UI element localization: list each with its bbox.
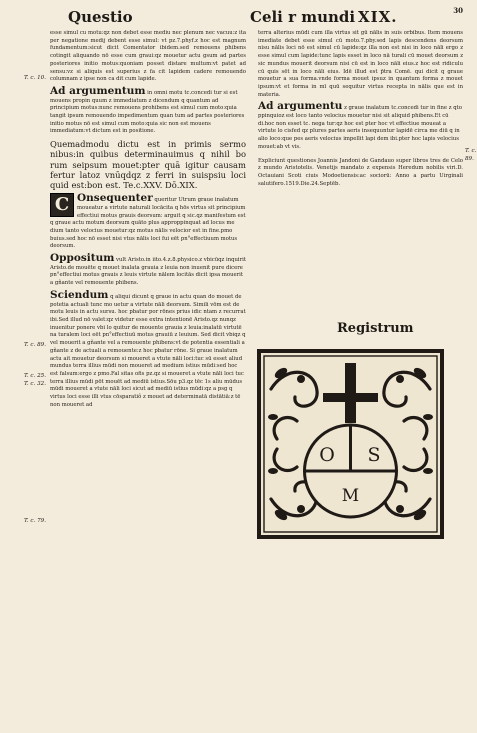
left-paragraph-1: esse simul cu motu:qz non debet esse mediu nec plenum nec vacuu:z ita per negatione medij debent esse simul: vt pz.7.phyf.z hoc est magnum fundamentum:sicut dicit Comentator ibidem.sed remouens phibens cotingit aliquando nō esse cum graui:qz mouetur actu gsum ad partes posteriores initio motus:quoniam posset distare multum:vt patet ad sensu:vz si aliquis est superius z fa cit lapidem cadere remouendo columnam z ipse non ca dit cum lapide. — [50, 30, 246, 83]
left-heading-4-text: q aliqui dicunt q graue in actu quan do mouet de potetia actuali tunc mo uetur a virtute nāli deorsum. Simili vōm est de motu leuis in actu sursu. hoc pbatur por rōnes prius idic ntam z recurrat ibi.Sed illud nō valet:qz videtur esse extra intentionē Aristo.qz nunqz inuenitur ponere vbi lo quitur de mouente grauia z leuia:inalatū virtutē na turalem loci eēt pn°effectiuū motus grauiū z leuium. Sed dicit vbiqz q vel mouerit a gñante vel a remouente phibens:vt de potentia essentiali a gñante z de actuali a remouente:z hoc pbatur rōne. Si graue inalatum actu ait mouetur deorsum si moueret a vtute nāli loci:tuc sū esset aliud mundus terra illius mūdi non moueret ad medium istius mūdi:sed hoc est falsum:ergo z pmo.Fal sitas ofis pz.qz si moueret a vtute nāli loci tuc terra illius mūdi pōt mouēt ad mediū istius.Sōu p3.qz tēc 1s aliu mūdus mūdi moueret a vtute nāli loci sicut ad mediū istius mūdi:qz a psg q virtus loci esse illi vtus cōsparatiõ z mouet ad determinatā distātiā:z tē non moueret ad — [50, 293, 246, 408]
right-heading-1-text: z graue inalatum tc.concedi tur in fine z qto ppinquioz est loco tanto velocius mouetur nisi sit aliquid phibens.Et cū di.hoc non esset tc. nega tur:qz hoc est pter hoc vt effectiue moueat a virtute lo cisfed qz plures partes aeris insequuntur lapidē circa me diū q in alio loco:que pes aeris velocius impellit lapi dem ibi.pter hoc lapis velocius mouet:ab vt vis. — [258, 105, 462, 150]
left-large-paragraph: Quemadmodu dictu est in primis sermo nibus:in quibus determinauimus q nihil bo rum seipsum mouet:pter quā igitur causam fertur latoz vnūqdqz z ferri in suispsiu loci quid est:bon est. Te.c.XXV. Dō.XIX. — [50, 139, 246, 190]
margin-note-4: T. c. 32. — [23, 381, 46, 387]
header-center: Celi r mundi — [250, 8, 356, 26]
left-heading-onsequenter: Onsequenter — [77, 192, 153, 205]
registrum-title: Registrum — [337, 321, 414, 336]
left-column — [23, 30, 246, 524]
margin-note-3: T. c. 25. — [23, 373, 46, 379]
left-heading-ad-argumentum: Ad argumentum — [50, 84, 146, 97]
mark-letter-o: O — [319, 444, 335, 466]
header-folio-number: 30 — [453, 6, 463, 15]
right-column — [258, 30, 477, 188]
colophon: Expliciunt questiones Joannis Jandoni de Gandauo super libros tres de Celo z mundo Aristotelis. Venetijs mandato z expensis Heredum nobilis viri.D. Octauiani Scoti ciuis Modoetiensis:ac sociorū: Anno a partu Uirginali salutifero.1519.Die.24.Septēb. — [258, 157, 463, 187]
printers-mark-woodcut — [257, 349, 444, 539]
right-margin-note: T. c. 89. — [465, 148, 477, 162]
margin-note-2: T. c. 89. — [23, 342, 46, 348]
mark-letter-s: S — [367, 444, 381, 466]
header-left: Questio — [68, 8, 133, 26]
right-paragraph-1: terra alterius mūdi cum illa virtus sit gū nālis in suis orbibus. Item mouens imediate debet esse simul cū moto.7.pby.sed lapis descendens deorsum nisu nālis loci nō est simul cū lapide:qz illa non est nisi in loco nāli ergo z esse simul cum lapide:tunc lapis esset in loco nā turali cū mouet deorsum z sic mundus mouerit deorsum nisi cū est in loco nāli eius.z hoc est ridiculu cū quis sēt in loco nāli eius. Idē illud est p̄tra Comē. qui dicit q graue mouetur a sua forma.vnde forma mouet ipsuz in quantum forma z mouet ipsum:vt et forma in mī quū sequitur virtus recepta in nālis que est in materia. — [258, 30, 463, 98]
running-header — [50, 6, 463, 26]
margin-note-5: T. c. 79. — [23, 518, 46, 524]
margin-note-1: T. c. 10. — [23, 75, 46, 81]
left-heading-2-text: queritur Utrum graue inalatum moueatur a virtute naturali locācita q hōs virtus sit principium effectiui motus grauis deorsum: arguit q sic.qz manifestum est q graue actu motum deorsum quāto plus approppinquat ad locus me dium tanto velocius mouetur:qz motus nālis velocior est in fine.pmo buius.sed hoc nō esset nisi vtus nālis loci fui eēt pn°effectiuum motus deorsum. — [50, 197, 246, 250]
left-heading-1-text: in omni motu tc.concedi tur si est mouens propin quum z immediatum z dicendum q quantum ad principium motus:nunc remouens prohibens est simul cum moto:quia tangit ipsum remouendo impedimentum quan tum ad partes posteriores initio motus nō est simul cum moto:quia sic non est mouens immediatum:vt dictum est in positione. — [50, 89, 245, 135]
left-heading-oppositum: Oppositum — [50, 252, 115, 265]
mark-letter-m: M — [341, 486, 360, 506]
right-heading-ad-argumentum: Ad argumentu — [258, 100, 343, 113]
left-heading-3-text: vult Aristo.in iito.4.z.8.physico.z vbicūqz inquirit Aristo.de mouēte q mouet inalata grauia z leuia non inuenit pure dicere pn°effectiui motus grauis z leuis virtute nālem locitās dicit ipsa mouerit a gñante vel remouente phibens. — [50, 257, 246, 287]
header-folio-roman: XIX. — [358, 8, 398, 26]
left-heading-sciendum: Sciendum — [50, 288, 109, 301]
dropcap-initial: C — [50, 193, 74, 217]
